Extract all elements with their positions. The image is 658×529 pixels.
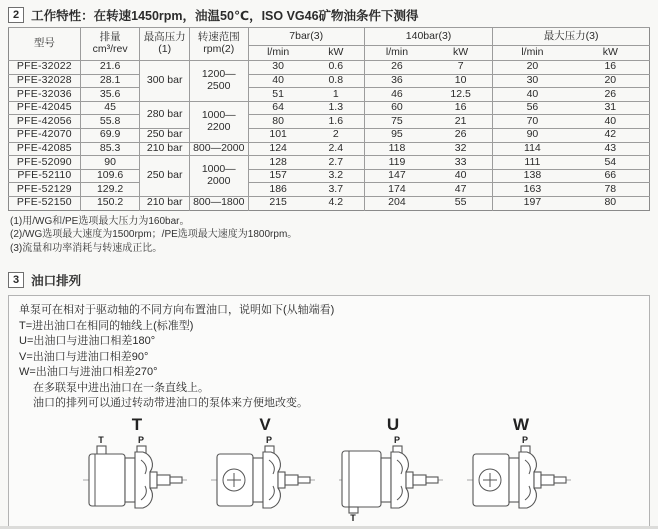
table-row: [9, 142, 650, 156]
power-cell: 16: [429, 101, 493, 115]
model-cell: PFE-52090: [9, 156, 81, 170]
displacement-label: 排量: [99, 31, 121, 44]
displacement-cell: 85.3: [80, 142, 140, 156]
power-cell: 12.5: [429, 88, 493, 102]
pump-shaft-end: [554, 477, 566, 483]
speed-range-unit: rpm(2): [203, 43, 235, 55]
power-cell: 32: [429, 142, 493, 156]
pump-shaft: [413, 475, 426, 485]
displacement-cell: 28.1: [80, 74, 140, 88]
sub-header-power: kW: [429, 46, 493, 61]
power-cell: 78: [572, 183, 650, 197]
flow-cell: 40: [248, 74, 308, 88]
ports-line-V: V=出油口与进油口相差90°: [19, 350, 149, 363]
port-label-T: T: [350, 512, 356, 522]
power-cell: 1.3: [308, 101, 365, 115]
displacement-unit: cm³/rev: [92, 43, 128, 55]
sub-header-flow: l/min: [493, 46, 572, 61]
col-header-speed-range: [189, 28, 248, 61]
power-cell: 21: [429, 115, 493, 129]
flow-cell: 60: [364, 101, 429, 115]
max-pressure-cell: 280 bar: [140, 101, 190, 128]
displacement-cell: 35.6: [80, 88, 140, 102]
flow-cell: 95: [364, 128, 429, 142]
power-cell: 40: [429, 169, 493, 183]
pump-body: [89, 454, 125, 506]
pump-diagrams: [19, 416, 639, 522]
pump-shaft-end: [426, 477, 438, 483]
model-cell: PFE-52129: [9, 183, 81, 197]
flow-cell: 80: [248, 115, 308, 129]
max-pressure-cell: 250 bar: [140, 128, 190, 142]
flow-cell: 20: [493, 61, 572, 75]
port-label-P: P: [521, 434, 529, 445]
pump-neck: [381, 458, 391, 502]
pump-label-U: U: [386, 414, 400, 434]
sub-header-power: kW: [308, 46, 365, 61]
table-row: [9, 88, 650, 102]
displacement-cell: 55.8: [80, 115, 140, 129]
power-cell: 3.2: [308, 169, 365, 183]
pump-label-V: V: [259, 414, 271, 434]
pump-drawing-T: [81, 434, 193, 522]
table-row: [9, 101, 650, 115]
section3-number: 3: [8, 272, 24, 288]
model-cell: PFE-42070: [9, 128, 81, 142]
power-cell: 66: [572, 169, 650, 183]
table-row: [9, 115, 650, 129]
displacement-cell: 150.2: [80, 196, 140, 210]
power-cell: 55: [429, 196, 493, 210]
power-cell: 40: [572, 115, 650, 129]
table-row: [9, 128, 650, 142]
footnote-2: (2)/WG选项最大速度为1500rpm；/PE选项最大速度为1800rpm。: [10, 229, 298, 241]
pump-shaft-end: [170, 477, 182, 483]
flow-cell: 138: [493, 169, 572, 183]
footnote-3: (3)流量和功率消耗与转速成正比。: [10, 242, 163, 254]
power-cell: 26: [572, 88, 650, 102]
power-cell: 47: [429, 183, 493, 197]
flow-cell: 147: [364, 169, 429, 183]
power-cell: 10: [429, 74, 493, 88]
section2-title: 工作特性：在转速1450rpm，油温50℃，ISO VG46矿物油条件下测得: [31, 9, 419, 23]
group-header-140bar: 140bar(3): [364, 28, 492, 46]
flow-cell: 174: [364, 183, 429, 197]
pump-drawing-U: [337, 434, 449, 522]
pump-label-T: T: [131, 414, 143, 434]
flow-cell: 197: [493, 196, 572, 210]
ports-line-rotate: 油口的排列可以通过转动带进油口的泵体来方便地改变。: [33, 397, 308, 410]
flow-cell: 111: [493, 156, 572, 170]
speed-range-label: 转速范围: [197, 31, 240, 44]
pump-shaft: [541, 475, 554, 485]
speed-range-cell: 1000—2000: [189, 156, 248, 197]
pump-neck: [125, 458, 135, 502]
model-cell: PFE-52110: [9, 169, 81, 183]
flow-cell: 26: [364, 61, 429, 75]
power-cell: 3.7: [308, 183, 365, 197]
footnotes: [10, 215, 658, 256]
power-cell: 26: [429, 128, 493, 142]
model-cell: PFE-32028: [9, 74, 81, 88]
model-cell: PFE-32036: [9, 88, 81, 102]
table-row: [9, 196, 650, 210]
power-cell: 2.4: [308, 142, 365, 156]
col-header-model: 型号: [9, 28, 81, 61]
pump-shaft-end: [298, 477, 310, 483]
group-header-7bar: 7bar(3): [248, 28, 364, 46]
power-cell: 33: [429, 156, 493, 170]
displacement-cell: 45: [80, 101, 140, 115]
pump-hub: [150, 472, 157, 488]
flow-cell: 128: [248, 156, 308, 170]
pump-diagram-V: [209, 416, 321, 522]
power-cell: 20: [572, 74, 650, 88]
flow-cell: 51: [248, 88, 308, 102]
ports-box: [8, 295, 650, 527]
flow-cell: 118: [364, 142, 429, 156]
footnote-1: (1)用/WG和/PE选项最大压力为160bar。: [10, 215, 190, 227]
max-pressure-cell: 300 bar: [140, 61, 190, 102]
sub-header-flow: l/min: [248, 46, 308, 61]
table-row: [9, 156, 650, 170]
flow-cell: 36: [364, 74, 429, 88]
ports-line-T: T=进出油口在相同的轴线上(标准型): [19, 319, 194, 332]
ports-line-multi: 在多联泵中进出油口在一条直线上。: [33, 381, 209, 394]
spec-table-body: [9, 61, 650, 211]
flow-cell: 30: [248, 61, 308, 75]
flow-cell: 30: [493, 74, 572, 88]
flow-cell: 186: [248, 183, 308, 197]
flow-cell: 70: [493, 115, 572, 129]
power-cell: 80: [572, 196, 650, 210]
port-label-P: P: [265, 434, 273, 445]
pump-body: [342, 451, 381, 507]
flow-cell: 90: [493, 128, 572, 142]
displacement-cell: 90: [80, 156, 140, 170]
power-cell: 2.7: [308, 156, 365, 170]
flow-cell: 163: [493, 183, 572, 197]
power-cell: 7: [429, 61, 493, 75]
speed-range-cell: 1000—2200: [189, 101, 248, 142]
sub-header-power: kW: [572, 46, 650, 61]
power-cell: 2: [308, 128, 365, 142]
speed-range-cell: 800—1800: [189, 196, 248, 210]
flow-cell: 204: [364, 196, 429, 210]
max-pressure-cell: 210 bar: [140, 196, 190, 210]
displacement-cell: 69.9: [80, 128, 140, 142]
flow-cell: 157: [248, 169, 308, 183]
section3-header: [8, 271, 658, 289]
section3-title: 油口排列: [31, 274, 82, 289]
port-label-P: P: [393, 434, 401, 445]
power-cell: 0.6: [308, 61, 365, 75]
power-cell: 31: [572, 101, 650, 115]
pump-diagram-W: [465, 416, 577, 522]
max-pressure-cell: 250 bar: [140, 156, 190, 197]
col-header-displacement: [80, 28, 140, 61]
pump-label-W: W: [512, 414, 530, 434]
pump-shaft: [285, 475, 298, 485]
table-row: [9, 61, 650, 75]
power-cell: 16: [572, 61, 650, 75]
flow-cell: 124: [248, 142, 308, 156]
ports-line-intro: 单泵可在相对于驱动轴的不同方向布置油口，说明如下(从轴端看): [19, 304, 335, 317]
pump-drawing-W: [465, 434, 577, 522]
port-label-T: T: [98, 434, 104, 445]
col-header-max-pressure: 最高压力(1): [140, 28, 190, 61]
flow-cell: 64: [248, 101, 308, 115]
pump-hub: [534, 472, 541, 488]
power-cell: 43: [572, 142, 650, 156]
model-cell: PFE-42045: [9, 101, 81, 115]
flow-cell: 114: [493, 142, 572, 156]
model-cell: PFE-42085: [9, 142, 81, 156]
power-cell: 1: [308, 88, 365, 102]
displacement-cell: 109.6: [80, 169, 140, 183]
section2-number: 2: [8, 7, 24, 23]
pump-diagram-U: [337, 416, 449, 522]
table-row: [9, 183, 650, 197]
sub-header-flow: l/min: [364, 46, 429, 61]
ports-line-W: W=出油口与进油口相差270°: [19, 366, 158, 379]
page: [0, 6, 658, 527]
displacement-cell: 21.6: [80, 61, 140, 75]
max-pressure-cell: 210 bar: [140, 142, 190, 156]
speed-range-cell: 1200—2500: [189, 61, 248, 102]
flow-cell: 119: [364, 156, 429, 170]
pump-neck: [509, 458, 519, 502]
section2-header: [8, 6, 658, 24]
flow-cell: 40: [493, 88, 572, 102]
speed-range-cell: 800—2000: [189, 142, 248, 156]
ports-line-U: U=出油口与进油口相差180°: [19, 335, 156, 348]
table-row: [9, 74, 650, 88]
model-cell: PFE-42056: [9, 115, 81, 129]
model-cell: PFE-32022: [9, 61, 81, 75]
group-header-max-pressure: 最大压力(3): [493, 28, 650, 46]
table-row: [9, 169, 650, 183]
power-cell: 4.2: [308, 196, 365, 210]
pump-shaft: [157, 475, 170, 485]
power-cell: 42: [572, 128, 650, 142]
flow-cell: 46: [364, 88, 429, 102]
pump-neck: [253, 458, 263, 502]
flow-cell: 56: [493, 101, 572, 115]
flow-cell: 215: [248, 196, 308, 210]
flow-cell: 75: [364, 115, 429, 129]
pump-drawing-V: [209, 434, 321, 522]
pump-hub: [278, 472, 285, 488]
power-cell: 1.6: [308, 115, 365, 129]
model-cell: PFE-52150: [9, 196, 81, 210]
pump-diagram-T: [81, 416, 193, 522]
displacement-cell: 129.2: [80, 183, 140, 197]
flow-cell: 101: [248, 128, 308, 142]
power-cell: 0.8: [308, 74, 365, 88]
port-label-P: P: [137, 434, 145, 445]
pump-hub: [406, 472, 413, 488]
spec-table: [8, 27, 650, 211]
power-cell: 54: [572, 156, 650, 170]
